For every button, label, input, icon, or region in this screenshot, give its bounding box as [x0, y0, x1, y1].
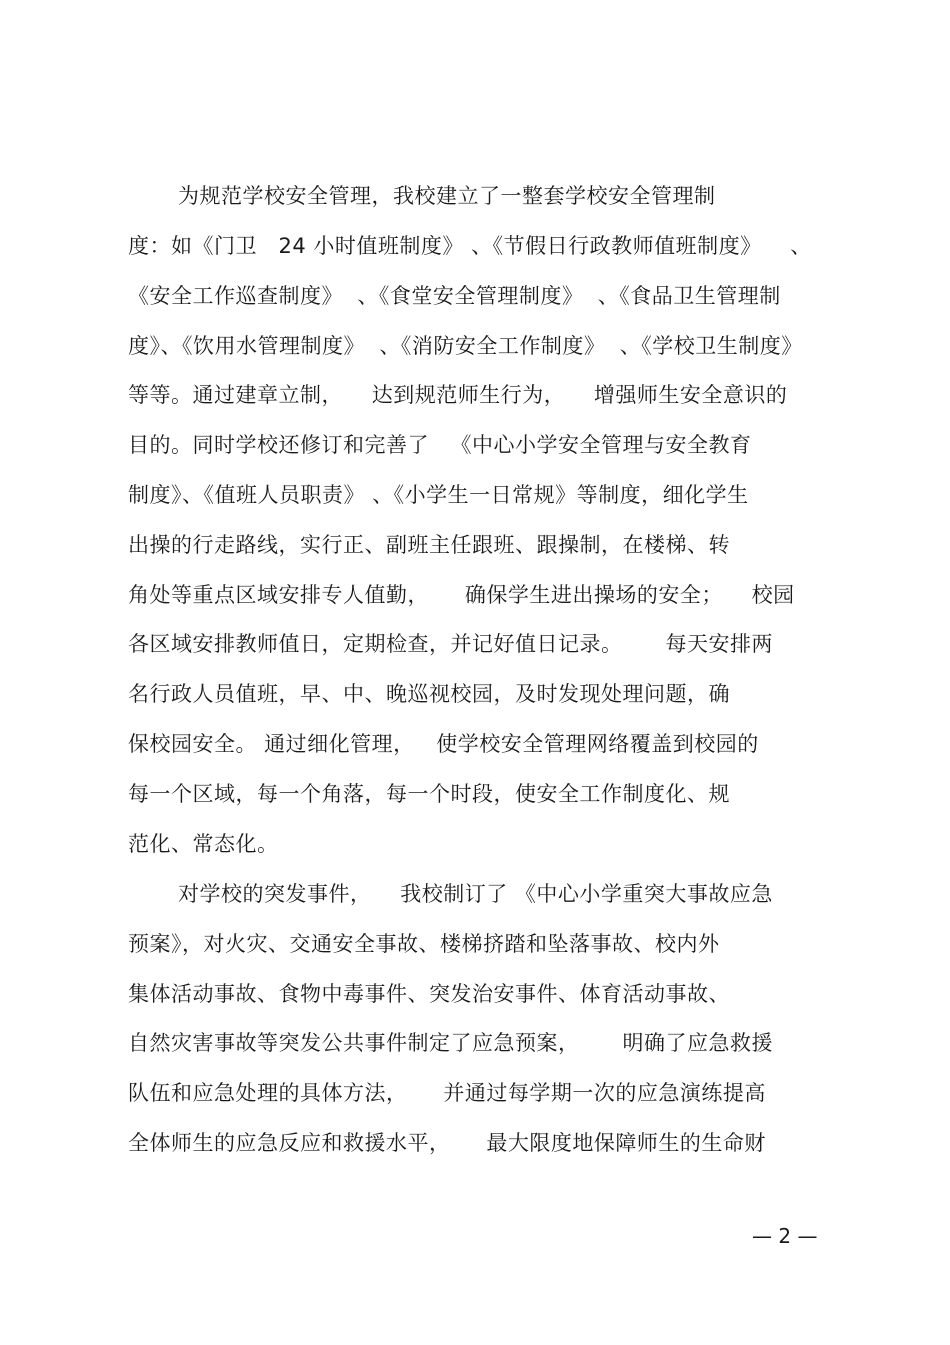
text-line: 度：如《门卫 24 小时值班制度》 、《节假日行政教师值班制度》 、 [128, 234, 812, 258]
text-line: 保校园安全。 通过细化管理， 使学校安全管理网络覆盖到校园的 [128, 732, 759, 756]
text-line: 每一个区域，每一个角落，每一个时段，使安全工作制度化、规 [128, 782, 730, 806]
text-line: 名行政人员值班，早、中、晚巡视校园，及时发现处理问题，确 [128, 682, 730, 706]
text-line: 度》、《饮用水管理制度》 、《消防安全工作制度》 、《学校卫生制度》 [128, 334, 803, 358]
text-line: 队伍和应急处理的具体方法， 并通过每学期一次的应急演练提高 [128, 1081, 766, 1105]
text-line: 全体师生的应急反应和救援水平， 最大限度地保障师生的生命财 [128, 1131, 766, 1155]
text-line: 范化、常态化。 [128, 832, 279, 856]
text-line: 角处等重点区域安排专人值勤， 确保学生进出操场的安全； 校园 [128, 583, 795, 607]
text-line: 等等。通过建章立制， 达到规范师生行为， 增强师生安全意识的 [128, 383, 788, 407]
text-line: 预案》，对火灾、交通安全事故、楼梯挤踏和坠落事故、校内外 [128, 932, 720, 956]
text-line: 制度》、《值班人员职责》 、《小学生一日常规》等制度，细化学生 [128, 483, 749, 507]
text-line: 目的。同时学校还修订和完善了 《中心小学安全管理与安全教育 [128, 433, 752, 457]
text-line: 为规范学校安全管理，我校建立了一整套学校安全管理制 [178, 184, 716, 208]
text-line: 集体活动事故、食物中毒事件、突发治安事件、体育活动事故、 [128, 982, 730, 1006]
text-line: 《安全工作巡查制度》 、《食堂安全管理制度》 、《食品卫生管理制 [128, 284, 781, 308]
text-line: 各区域安排教师值日，定期检查，并记好值日记录。 每天安排两 [128, 632, 774, 656]
text-line: 出操的行走路线，实行正、副班主任跟班、跟操制，在楼梯、转 [128, 533, 730, 557]
text-line: 对学校的突发事件， 我校制订了 《中心小学重突大事故应急 [178, 882, 773, 906]
page-number: — 2 — [752, 1224, 818, 1248]
text-line: 自然灾害事故等突发公共事件制定了应急预案， 明确了应急救援 [128, 1031, 774, 1055]
